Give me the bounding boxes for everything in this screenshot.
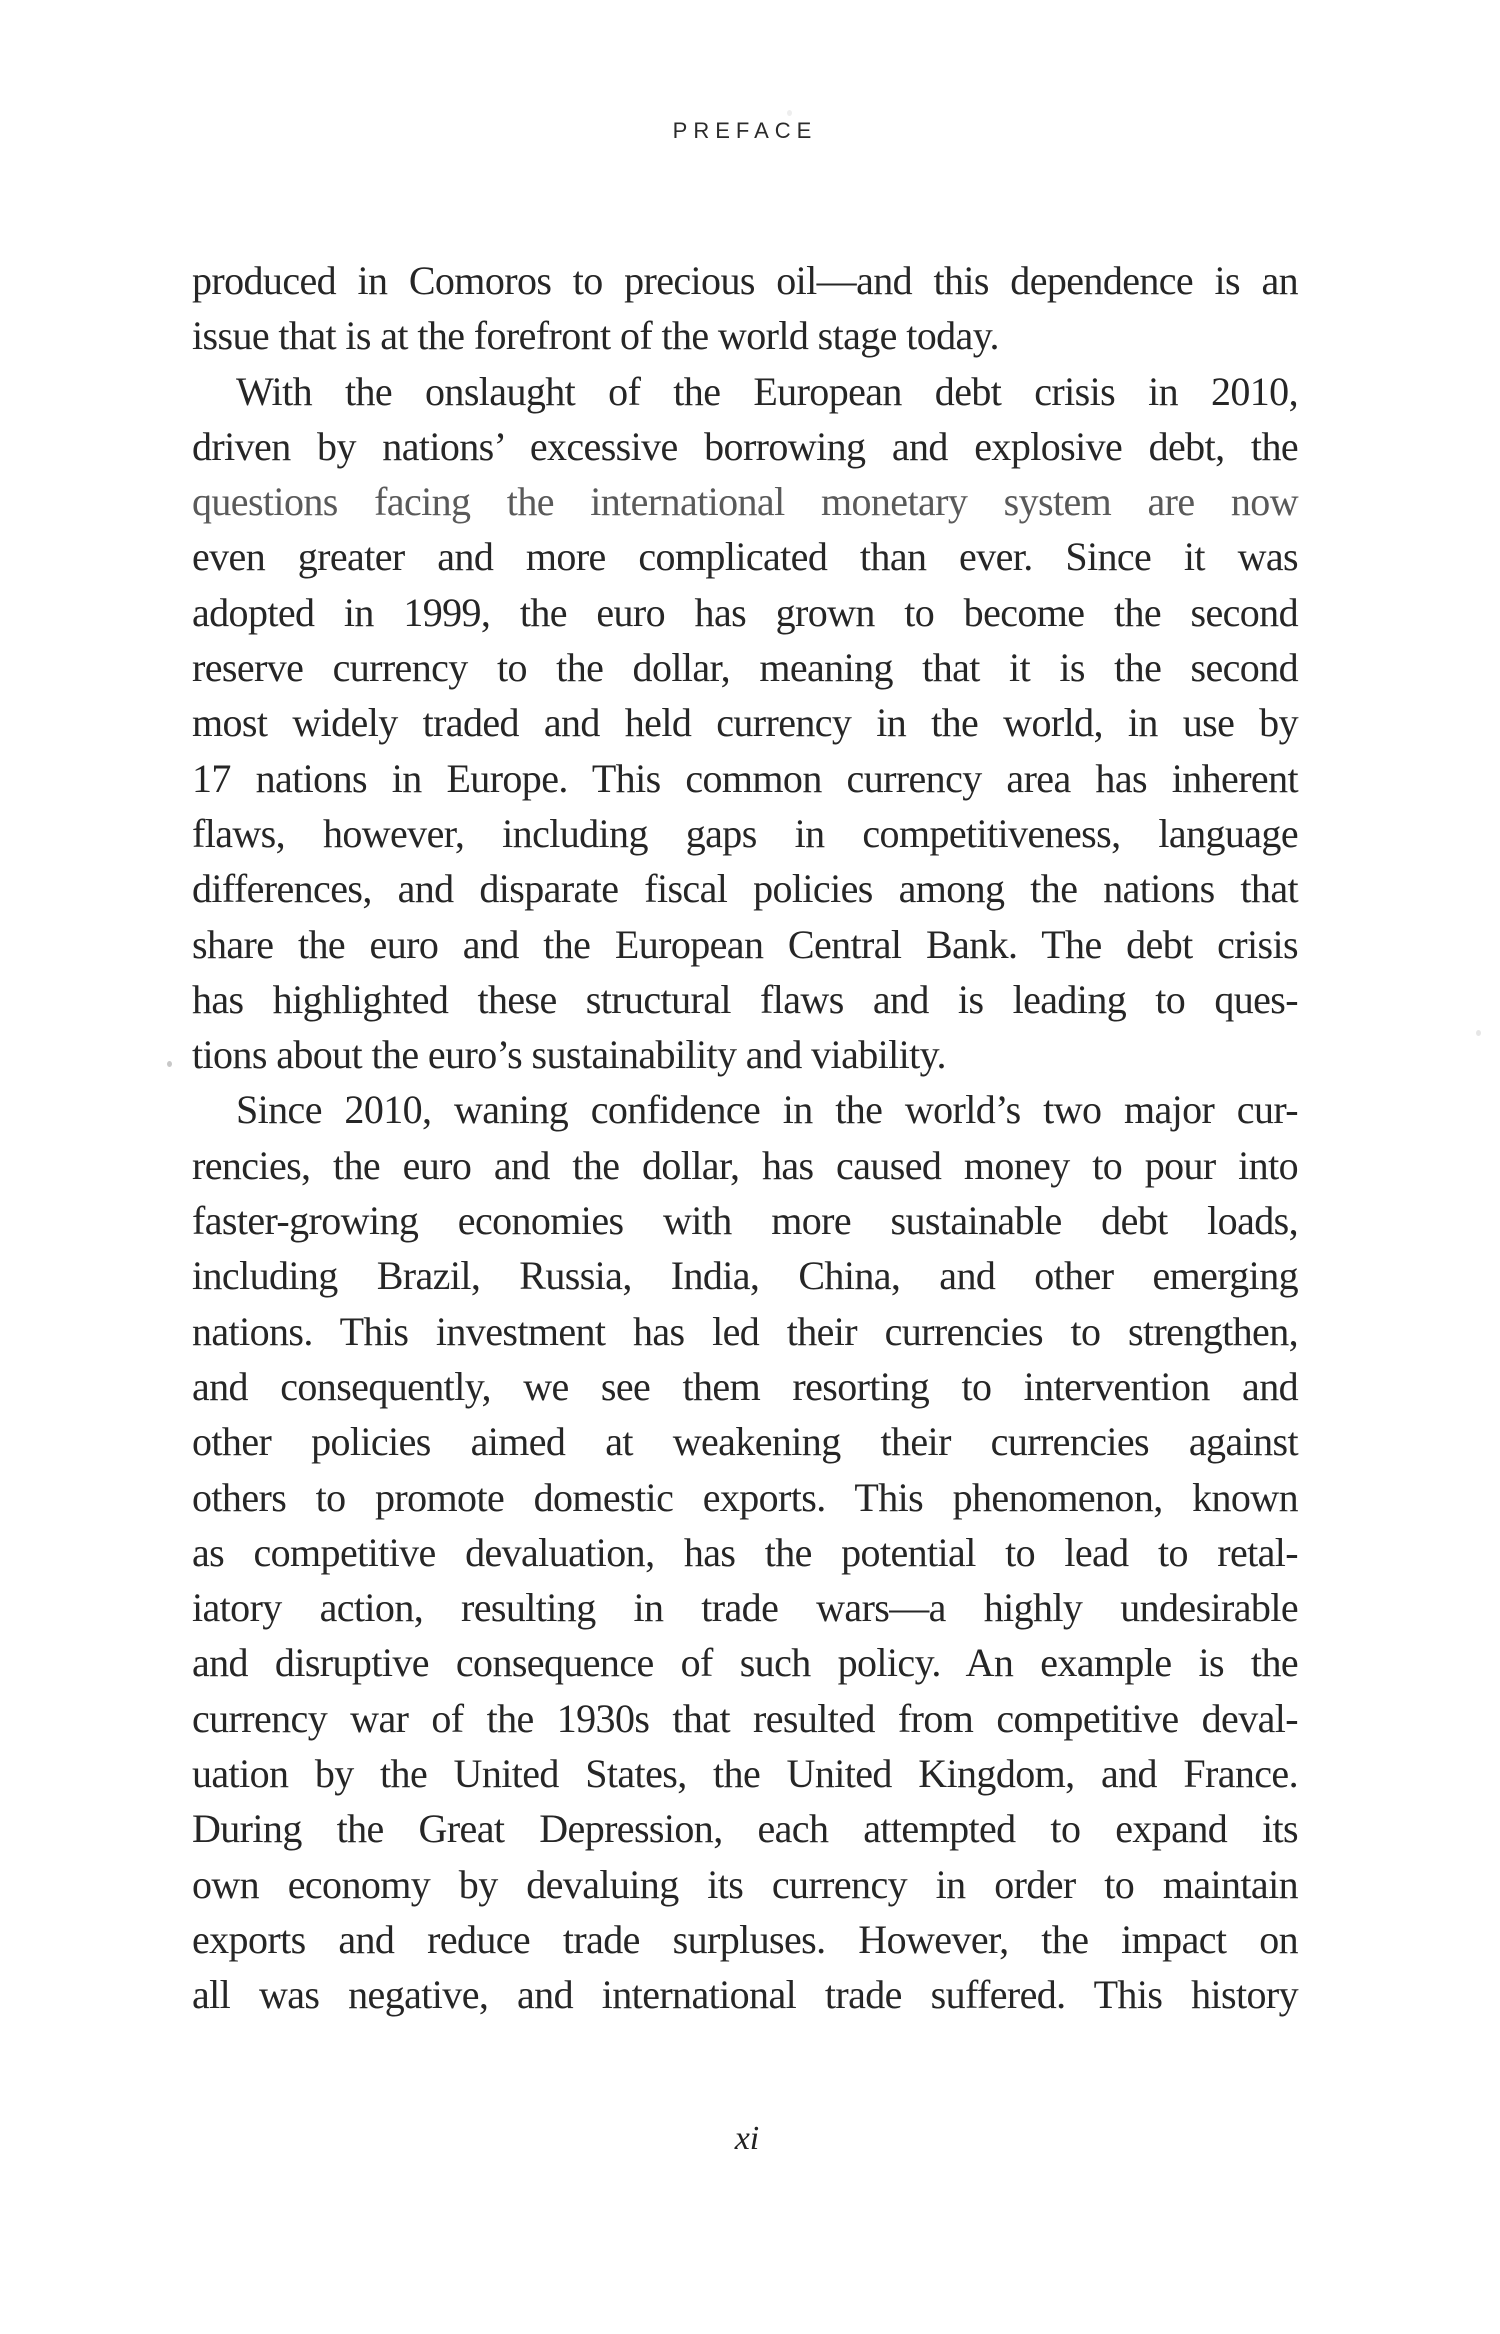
text-line: and disruptive consequence of such policy. An example is the (192, 1640, 1298, 1686)
text-line: currency war of the 1930s that resulted from competitive deval- (192, 1695, 1298, 1741)
text-line: even greater and more complicated than ever. Since it was (192, 534, 1298, 580)
text-line: produced in Comoros to precious oil—and this dependence is an (192, 258, 1298, 303)
text-line: adopted in 1999, the euro has grown to become the second (192, 589, 1298, 635)
text-line: own economy by devaluing its currency in order to maintain (192, 1861, 1298, 1907)
text-line: 17 nations in Europe. This common currency area has inherent (192, 755, 1298, 801)
text-line: faster-growing economies with more sustainable debt loads, (192, 1198, 1298, 1244)
text-line: questions facing the international monetary system are now (192, 479, 1298, 525)
text-line: others to promote domestic exports. This phenomenon, known (192, 1474, 1298, 1520)
text-line: and consequently, we see them resorting to intervention and (192, 1363, 1298, 1409)
scan-speck (1476, 1030, 1481, 1036)
text-line: other policies aimed at weakening their currencies against (192, 1419, 1298, 1465)
text-line: issue that is at the forefront of the world stage today. (192, 313, 999, 359)
text-line: nations. This investment has led their currencies to strengthen, (192, 1308, 1298, 1354)
text-line: With the onslaught of the European debt crisis in 2010, (236, 368, 1298, 414)
text-line: flaws, however, including gaps in competitiveness, language (192, 810, 1298, 856)
scan-speck (167, 1061, 172, 1067)
text-line: including Brazil, Russia, India, China, and other emerging (192, 1253, 1298, 1299)
text-line: rencies, the euro and the dollar, has caused money to pour into (192, 1142, 1298, 1188)
scan-speck (787, 110, 792, 116)
text-line: Since 2010, waning confidence in the world’s two major cur- (236, 1087, 1298, 1133)
page-body (192, 253, 1298, 2023)
text-line: most widely traded and held currency in the world, in use by (192, 700, 1298, 746)
text-line: exports and reduce trade surpluses. However, the impact on (192, 1916, 1298, 1962)
text-line: tions about the euro’s sustainability and viability. (192, 1032, 946, 1078)
page-number: xi (734, 2120, 760, 2157)
text-line: reserve currency to the dollar, meaning that it is the second (192, 645, 1298, 691)
running-head: PREFACE (672, 118, 818, 143)
text-line: iatory action, resulting in trade wars—a highly undesirable (192, 1585, 1298, 1631)
text-line: all was negative, and international trade suffered. This history (192, 1972, 1298, 2018)
text-line: as competitive devaluation, has the potential to lead to retal- (192, 1529, 1298, 1575)
text-line: During the Great Depression, each attempted to expand its (192, 1806, 1298, 1852)
text-line: differences, and disparate fiscal policies among the nations that (192, 866, 1298, 912)
text-line: uation by the United States, the United Kingdom, and France. (192, 1751, 1298, 1797)
text-line: has highlighted these structural flaws and is leading to ques- (192, 976, 1298, 1022)
text-line: share the euro and the European Central Bank. The debt crisis (192, 921, 1298, 967)
text-line: driven by nations’ excessive borrowing and explosive debt, the (192, 423, 1298, 469)
